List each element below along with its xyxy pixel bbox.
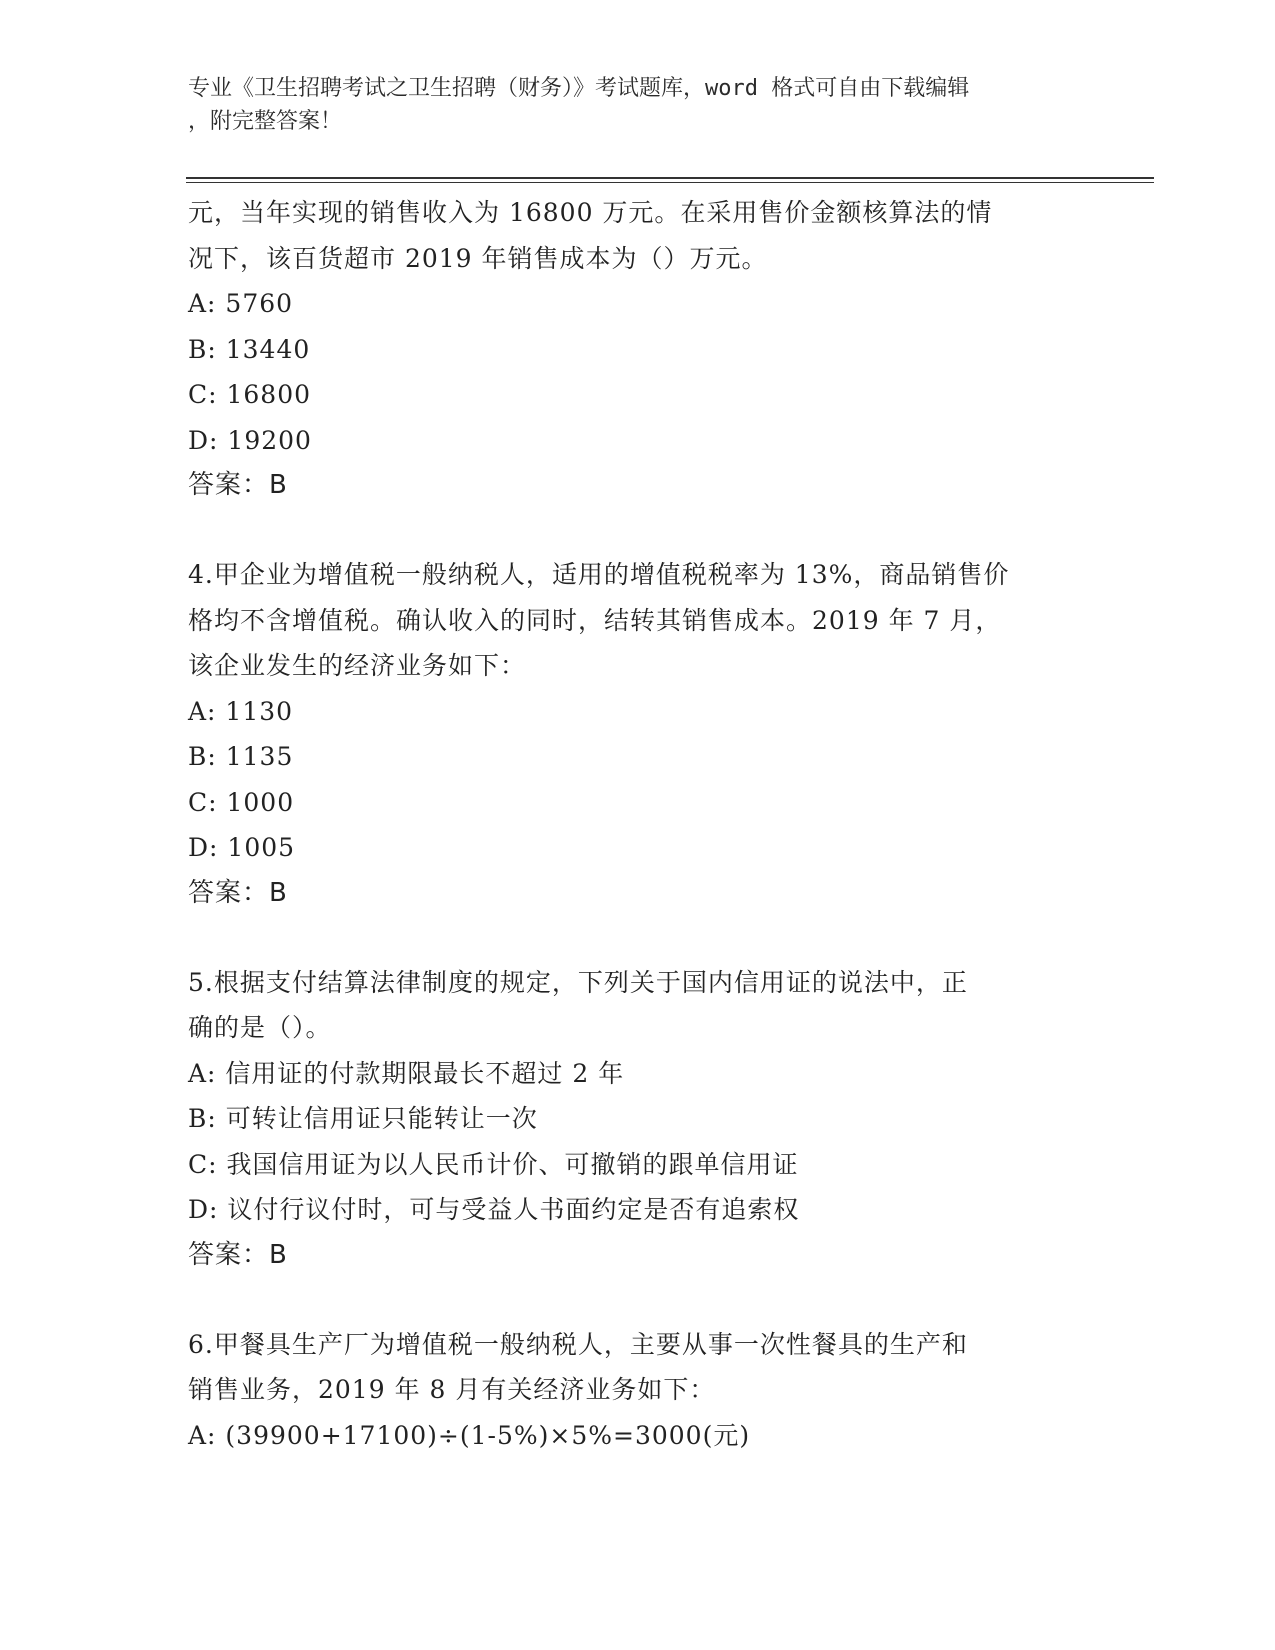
- header-line-2: ，附完整答案！: [188, 109, 343, 134]
- option-c: C: 16800: [188, 380, 312, 409]
- question-stem-line: 确的是（）。: [188, 1013, 332, 1042]
- question-stem-line: 4.甲企业为增值税一般纳税人，适用的增值税税率为 13%，商品销售价: [188, 560, 1010, 589]
- answer-line: 答案：B: [188, 1239, 288, 1270]
- question-block: [188, 1322, 1088, 1459]
- answer-line: 答案：B: [188, 877, 288, 908]
- header-rule-thin: [186, 182, 1154, 183]
- option-b: B: 可转让信用证只能转让一次: [188, 1104, 538, 1133]
- option-d: D: 1005: [188, 833, 296, 862]
- answer-line: 答案：B: [188, 470, 288, 500]
- option-a: A: 1130: [188, 696, 294, 726]
- option-b: B: 1135: [188, 742, 294, 771]
- question-block: [188, 190, 1088, 508]
- option-c: C: 我国信用证为以人民币计价、可撤销的跟单信用证: [188, 1149, 799, 1179]
- question-list: [188, 190, 1088, 1458]
- question-stem-line: 销售业务，2019 年 8 月有关经济业务如下：: [188, 1375, 716, 1404]
- header-line-1: 专业《卫生招聘考试之卫生招聘（财务）》考试题库，word 格式可自由下载编辑: [188, 76, 970, 101]
- question-stem-line: 6.甲餐具生产厂为增值税一般纳税人，主要从事一次性餐具的生产和: [188, 1329, 968, 1359]
- option-a: A: 信用证的付款期限最长不超过 2 年: [188, 1058, 625, 1088]
- question-stem-line: 元，当年实现的销售收入为 16800 万元。在采用售价金额核算法的情: [188, 198, 993, 227]
- question-stem-line: 5.根据支付结算法律制度的规定，下列关于国内信用证的说法中，正: [188, 967, 968, 997]
- question-block: [188, 960, 1088, 1278]
- option-a: A: 5760: [188, 289, 294, 318]
- question-stem-line: 况下，该百货超市 2019 年销售成本为（）万元。: [188, 243, 768, 273]
- question-block: [188, 552, 1088, 916]
- question-stem-line: 格均不含增值税。确认收入的同时，结转其销售成本。2019 年 7 月，: [188, 605, 1002, 635]
- header-rule-thick: [186, 177, 1154, 179]
- page-header: [188, 72, 1078, 138]
- question-stem-line: 该企业发生的经济业务如下：: [188, 651, 527, 680]
- option-c: C: 1000: [188, 787, 295, 817]
- option-d: D: 议付行议付时，可与受益人书面约定是否有追索权: [188, 1195, 800, 1224]
- option-b: B: 13440: [188, 334, 311, 364]
- option-d: D: 19200: [188, 425, 312, 455]
- option-a: A: (39900+17100)÷(1-5%)×5%=3000(元): [188, 1420, 751, 1450]
